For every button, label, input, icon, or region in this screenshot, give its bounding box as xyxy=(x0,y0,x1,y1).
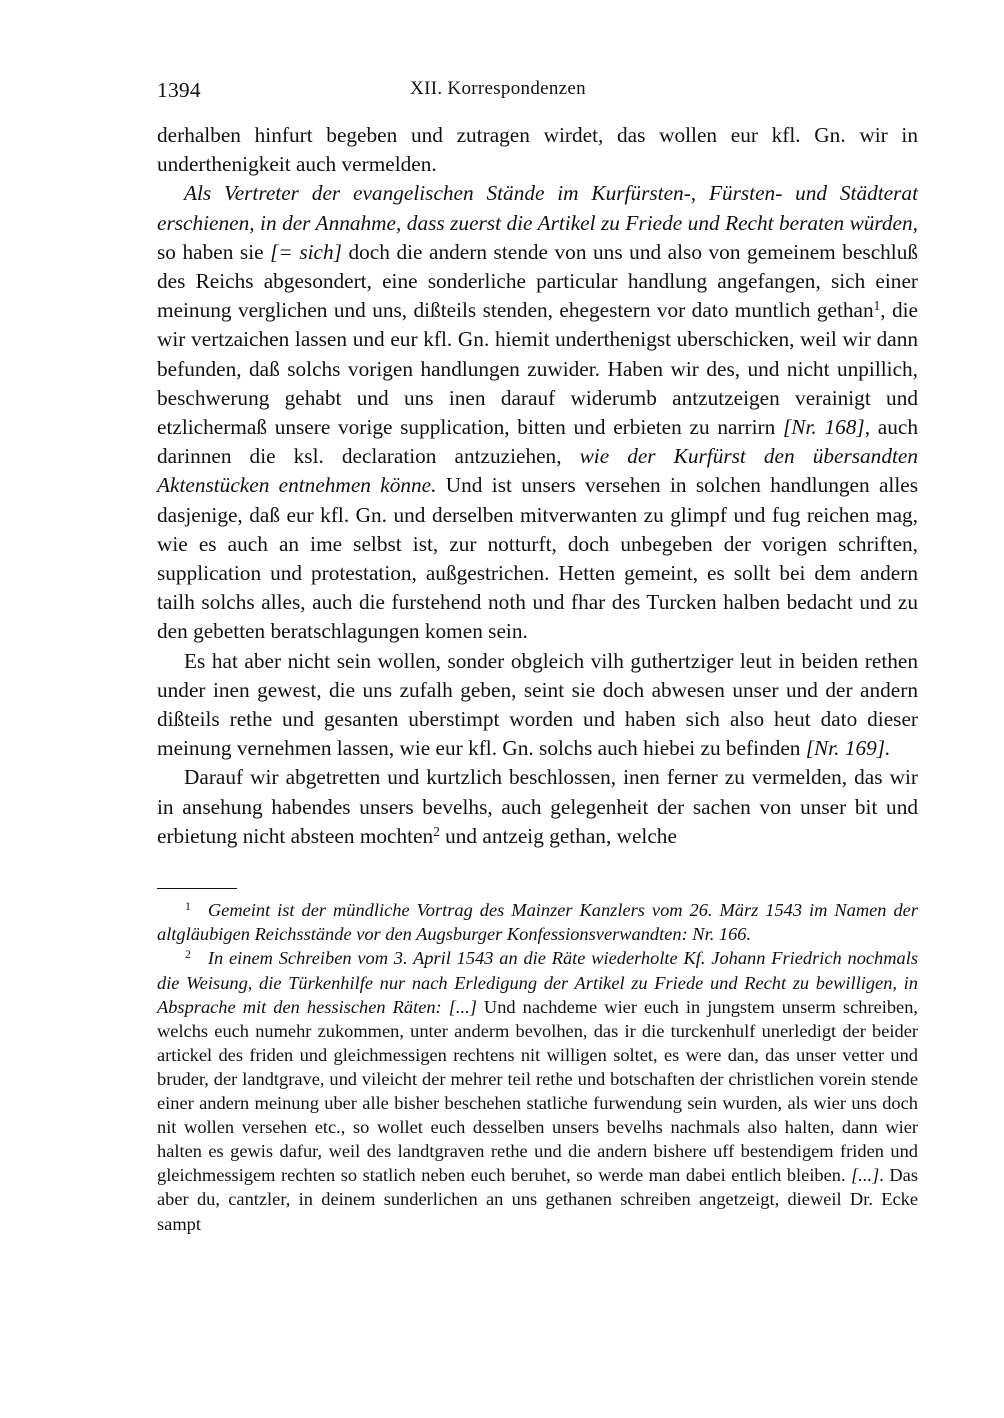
footnote-2-marker[interactable]: 2 xyxy=(185,948,191,962)
footnote-reference-1[interactable]: 1 xyxy=(873,298,881,314)
text-run: Darauf wir abgetretten und kurtzlich beschlossen, inen ferner zu vermelden, das wir in ansehung habendes unsers bevelhs, auch gelegenheit der sachen von unser bit und erbietung nicht absteen mochten xyxy=(157,765,918,848)
text-run: Und ist unsers versehen in solchen handlungen alles dasjenige, daß eur kfl. Gn. und derselben mitverwanten zu glimpf und fug reichen mag, wie es auch an ime selbst ist, zur notturft, doch unbegeben der vorigen schriften, supplication und protestation, außgestrichen. Hetten gemeint, es sollt bei dem andern tailh solchs alles, auch die furstehend noth und fhar des Turcken halben bedacht und zu den gebetten beratschlagungen komen sein. xyxy=(157,473,918,644)
footnote-list xyxy=(157,898,918,1235)
running-head-title: XII. Korrespondenzen xyxy=(410,78,586,99)
text-run: , die wir vertzaichen lassen und eur kfl. Gn. hiemit underthenigst uberschicken, weil wir dann befunden, daß solchs vorigen handlungen zuwider. Haben wir des, und nicht unpillich, beschwerung gehabt und uns inen darauf widerumb antzutzeigen verainigt und etzlichermaß unsere vorige supplication, bitten und erbieten zu narrirn xyxy=(157,298,919,440)
body-text-block xyxy=(157,121,918,851)
italic-text-run: [Nr. 168] xyxy=(783,415,865,440)
text-run: so haben sie xyxy=(157,239,271,264)
italic-text-run: Als Vertreter der evangelischen Stände im Kurfürsten-, Fürsten- und Städterat erschienen, in der Annahme, dass zuerst die Artikel zu Friede und Recht beraten würden, xyxy=(157,181,918,235)
para-derhalben xyxy=(157,121,918,179)
italic-text-run: wie der Kurfürst den übersandten Aktenstücken entnehmen könne. xyxy=(157,444,918,498)
text-run: , auch darinnen die ksl. declaration antzuziehen, xyxy=(157,415,918,469)
text-run: doch die andern stende von uns und also von gemeinem beschluß des Reichs abgesondert, eine sonderliche particular handlung angefangen, sich einer meinung verglichen und uns, dißteils stenden, ehegestern vor dato muntlich gethan xyxy=(157,239,919,323)
text-run: Und nachdeme wier euch in jungstem unserm schreiben, welchs euch numehr zukommen, unter anderm bevolhen, das ir die turckenhulf unerledigt der beider artickel des friden und gleichmessigen rechtens nit willigen soltet, es were dan, das unser vetter und bruder, der landtgrave, und vileicht der mehrer teil rethe und botschaften der christlichen vorein stende einer andern meinung uber alle bisher beschehen statliche furwendung sein wurden, als wier uns doch nit wollen versehen etc., so wollet euch desselben unsers bevelhs nachmals also halten, dann wier halten es gewis dafur, weil des landtgraven rethe und die andern bishere uff bestendigem friden und gleichmessigem rechten so statlich neben euch beruhet, so werde man dabei entlich bleiben. xyxy=(157,996,918,1186)
text-run: Es hat aber nicht sein wollen, sonder obgleich vilh guthertziger leut in beiden rethen under inen gewest, die uns zufalh geben, seint sie doch abwesen unser und der andern dißteils rethe und gesanten uberstimpt worden und haben sich also heut dato dieser meinung vernehmen lassen, wie eur kfl. Gn. solchs auch hiebei zu befinden xyxy=(157,648,918,761)
italic-text-run: Gemeint ist der mündliche Vortrag des Mainzer Kanzlers vom 26. März 1543 im Namen der altgläubigen Reichsstände vor den Augsburger Konfessionsverwandten: Nr. 166. xyxy=(157,900,918,945)
italic-text-run: [= sich] xyxy=(270,239,342,264)
page-number: 1394 xyxy=(157,78,201,102)
italic-text-run: [Nr. 169]. xyxy=(805,736,891,761)
text-run: und antzeig gethan, welche xyxy=(439,823,677,848)
footnote-1 xyxy=(157,898,918,946)
footnote-reference-2[interactable]: 2 xyxy=(433,824,440,840)
text-run: derhalben hinfurt begeben und zutragen wirdet, das wollen eur kfl. Gn. wir in underthenigkeit auch vermelden. xyxy=(157,123,918,177)
italic-text-run: [...] xyxy=(851,1165,880,1186)
para-als-vertreter xyxy=(157,179,918,646)
italic-text-run: In einem Schreiben vom 3. April 1543 an die Räte wiederholte Kf. Johann Friedrich nochmals die Weisung, die Türkenhilfe nur nach Erledigung der Artikel zu Friede und Recht zu bewilligen, in Absprache mit den hessischen Räten: [...] xyxy=(157,948,918,1017)
footnote-separator-rule xyxy=(157,888,237,889)
running-head xyxy=(157,78,917,104)
text-run: . Das aber du, cantzler, in deinem sunderlichen an uns gethanen schreiben angetzeigt, dieweil Dr. Ecke sampt xyxy=(157,1165,918,1234)
footnote-2 xyxy=(157,946,918,1235)
footnote-1-marker[interactable]: 1 xyxy=(185,899,191,913)
footnote-block xyxy=(157,888,918,1236)
para-darauf-wir xyxy=(157,763,918,851)
para-es-hat-aber xyxy=(157,647,918,764)
